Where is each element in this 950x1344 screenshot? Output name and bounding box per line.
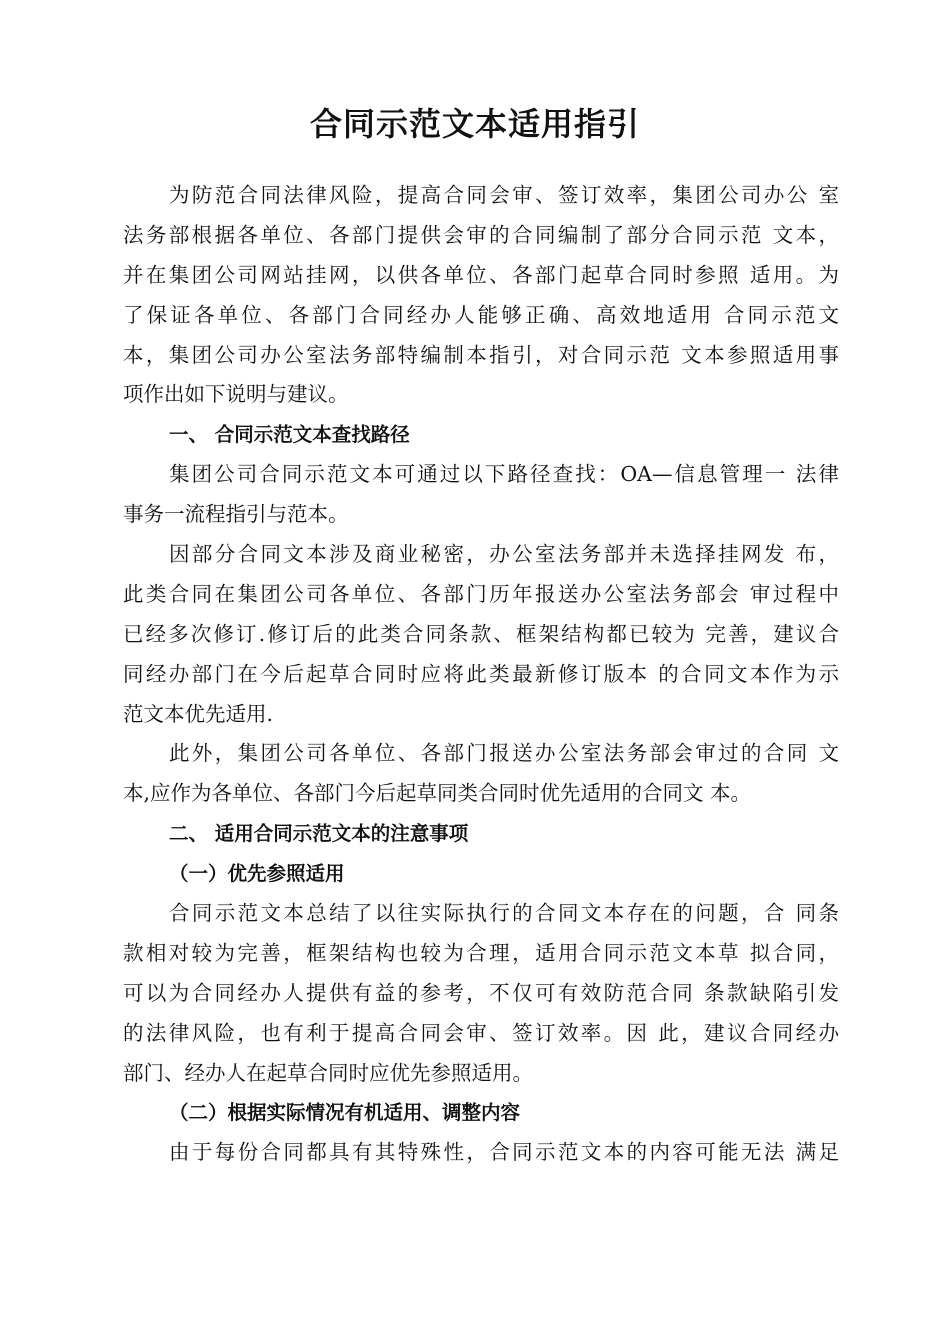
paragraph-line: 同经办部门在今后起草合同时应将此类最新修订版本 的合同文本作为示 — [123, 661, 839, 686]
section-heading: 二、 适用合同示范文本的注意事项 — [169, 822, 469, 846]
paragraph-line: 已经多次修订.修订后的此类合同条款、框架结构都已较为 完善，建议合 — [123, 621, 839, 646]
paragraph-line: 款相对较为完善，框架结构也较为合理，适用合同示范文本草 拟合同， — [123, 940, 839, 965]
paragraph-line: 本，集团公司办公室法务部特编制本指引，对合同示范 文本参照适用事 — [123, 342, 839, 367]
document-body — [123, 176, 839, 1173]
paragraph-line: 合同示范文本总结了以往实际执行的合同文本存在的问题，合 同条 — [169, 901, 839, 926]
paragraph-line: 事务一流程指引与范本。 — [123, 502, 349, 527]
paragraph-line: 法务部根据各单位、各部门提供会审的合同编制了部分合同示范 文本， — [123, 222, 839, 247]
paragraph-line: 项作出如下说明与建议。 — [123, 382, 349, 407]
document-title: 合同示范文本适用指引 — [309, 105, 640, 143]
paragraph-line: 因部分合同文本涉及商业秘密，办公室法务部并未选择挂网发 布， — [169, 542, 839, 567]
paragraph-line: 范文本优先适用. — [123, 701, 274, 726]
paragraph-line: 集团公司合同示范文本可通过以下路径查找：OA—信息管理一 法律 — [169, 462, 839, 487]
paragraph-line: 此外，集团公司各单位、各部门报送办公室法务部会审过的合同 文 — [169, 741, 839, 766]
paragraph-line: 了保证各单位、各部门合同经办人能够正确、高效地适用 合同示范文 — [123, 302, 839, 327]
paragraph-line: 本,应作为各单位、各部门今后起草同类合同时优先适用的合同文 本。 — [123, 781, 752, 806]
paragraph-line: 由于每份合同都具有其特殊性，合同示范文本的内容可能无法 满足 — [169, 1140, 839, 1165]
paragraph-line: 部门、经办人在起草合同时应优先参照适用。 — [123, 1060, 533, 1085]
subsection-heading: （二）根据实际情况有机适用、调整内容 — [169, 1101, 521, 1125]
paragraph-line: 并在集团公司网站挂网，以供各单位、各部门起草合同时参照 适用。为 — [123, 262, 839, 287]
paragraph-line: 此类合同在集团公司各单位、各部门历年报送办公室法务部会 审过程中 — [123, 581, 839, 606]
paragraph-line: 为防范合同法律风险，提高合同会审、签订效率，集团公司办公 室 — [169, 183, 839, 207]
subsection-heading: （一）优先参照适用 — [169, 862, 345, 886]
section-heading: 一、 合同示范文本查找路径 — [169, 423, 410, 447]
paragraph-line: 的法律风险，也有利于提高合同会审、签订效率。因 此，建议合同经办 — [123, 1020, 839, 1045]
paragraph-line: 可以为合同经办人提供有益的参考，不仅可有效防范合同 条款缺陷引发 — [123, 980, 839, 1005]
